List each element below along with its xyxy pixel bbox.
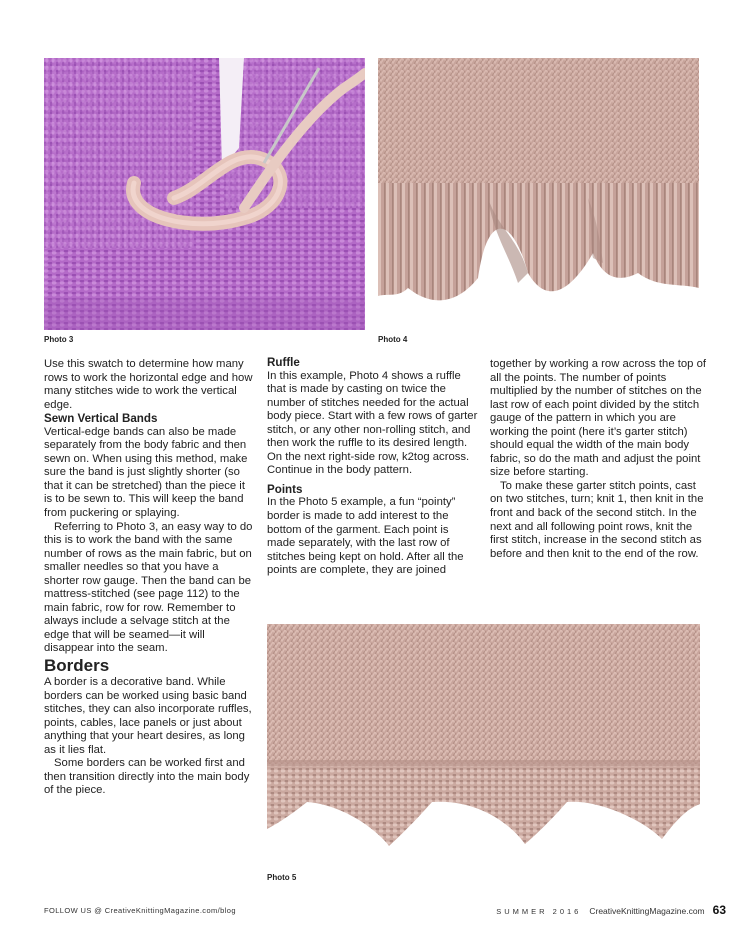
sewn-paragraph-1: Vertical-edge bands can also be made separately from the body fabric and then sewn on. When using this method, make sure the band is just slightly shorter (so that it can be stretched) than the piece it is to be sewn to. This will keep the band from puckering or splaying. (44, 425, 248, 520)
points-paragraph: In the Photo 5 example, a fun “pointy” border is made to add interest to the bottom of the garment. Each point is made separately, with the last row of stitches being kept on hold. After all the points are complete, they are joined (267, 496, 464, 577)
photo-3-caption: Photo 3 (44, 335, 74, 344)
ruffle-paragraph: In this example, Photo 4 shows a ruffle that is made by casting on twice the number of stitches needed for the actual body piece. Start with a few rows of garter stitch, or any other non-rolling stitch, and then work the ruffle to its desired length. On the next right-side row, k2tog across. Continue in the body pattern. (267, 369, 478, 477)
intro-paragraph: Use this swatch to determine how many rows to work the horizontal edge and how many stitches wide to work the vertical edge. (44, 358, 253, 411)
issue-season: SUMMER 2016 (496, 907, 582, 916)
photo-4 (378, 58, 699, 330)
sewn-vertical-bands-heading: Sewn Vertical Bands (44, 412, 158, 426)
borders-paragraph-1: A border is a decorative band. While borders can be worked using basic band stitches, they can also incorporate ruffles, points, cables, lace panels or just about anything that your heart desires, as long as it lies flat. (44, 676, 252, 756)
footer-right (496, 903, 726, 917)
garter-points-paragraph: To make these garter stitch points, cast on two stitches, turn; knit 1, then knit in the front and back of the second stitch. In the next and all following point rows, knit the first stitch, increase in the second stitch as before and then knit to the end of the row. (490, 479, 704, 560)
sewn-paragraph-2: Referring to Photo 3, an easy way to do this is to work the band with the same number of rows as the main fabric, but on smaller needles so that you have a shorter row gauge. Then the band can be mattress-stitched (see page 112) to the main fabric, row for row. Remember to always include a selvage stitch at the edge that will be seamed—it will disappear into the seam. (44, 520, 253, 655)
ruffle-heading: Ruffle (267, 356, 300, 369)
points-heading: Points (267, 482, 303, 496)
page-number: 63 (712, 903, 726, 917)
borders-heading: Borders (44, 656, 110, 676)
photo-5-image (267, 624, 700, 868)
points-continued-paragraph: together by working a row across the top of all the points. The number of points multiplied by the number of stitches on the last row of each point divided by the stitch gauge of the pattern in which you are working the point (here it’s garter stitch) should equal the width of the main body fabric, so do the math and adjust the point size before starting. (490, 358, 707, 479)
borders-paragraph-2: Some borders can be worked first and then transition directly into the main body of the piece. (44, 757, 250, 797)
photo-5 (267, 624, 700, 868)
footer-follow-us[interactable]: FOLLOW US @ CreativeKnittingMagazine.com/blog (44, 906, 236, 915)
column-1 (44, 358, 256, 798)
site-url[interactable]: CreativeKnittingMagazine.com (589, 906, 705, 916)
photo-3 (44, 58, 365, 330)
column-3 (490, 358, 708, 561)
photo-4-caption: Photo 4 (378, 335, 408, 344)
photo-5-caption: Photo 5 (267, 873, 297, 882)
photo-4-image (378, 58, 699, 330)
photo-3-image (44, 58, 365, 330)
column-2 (267, 356, 479, 578)
